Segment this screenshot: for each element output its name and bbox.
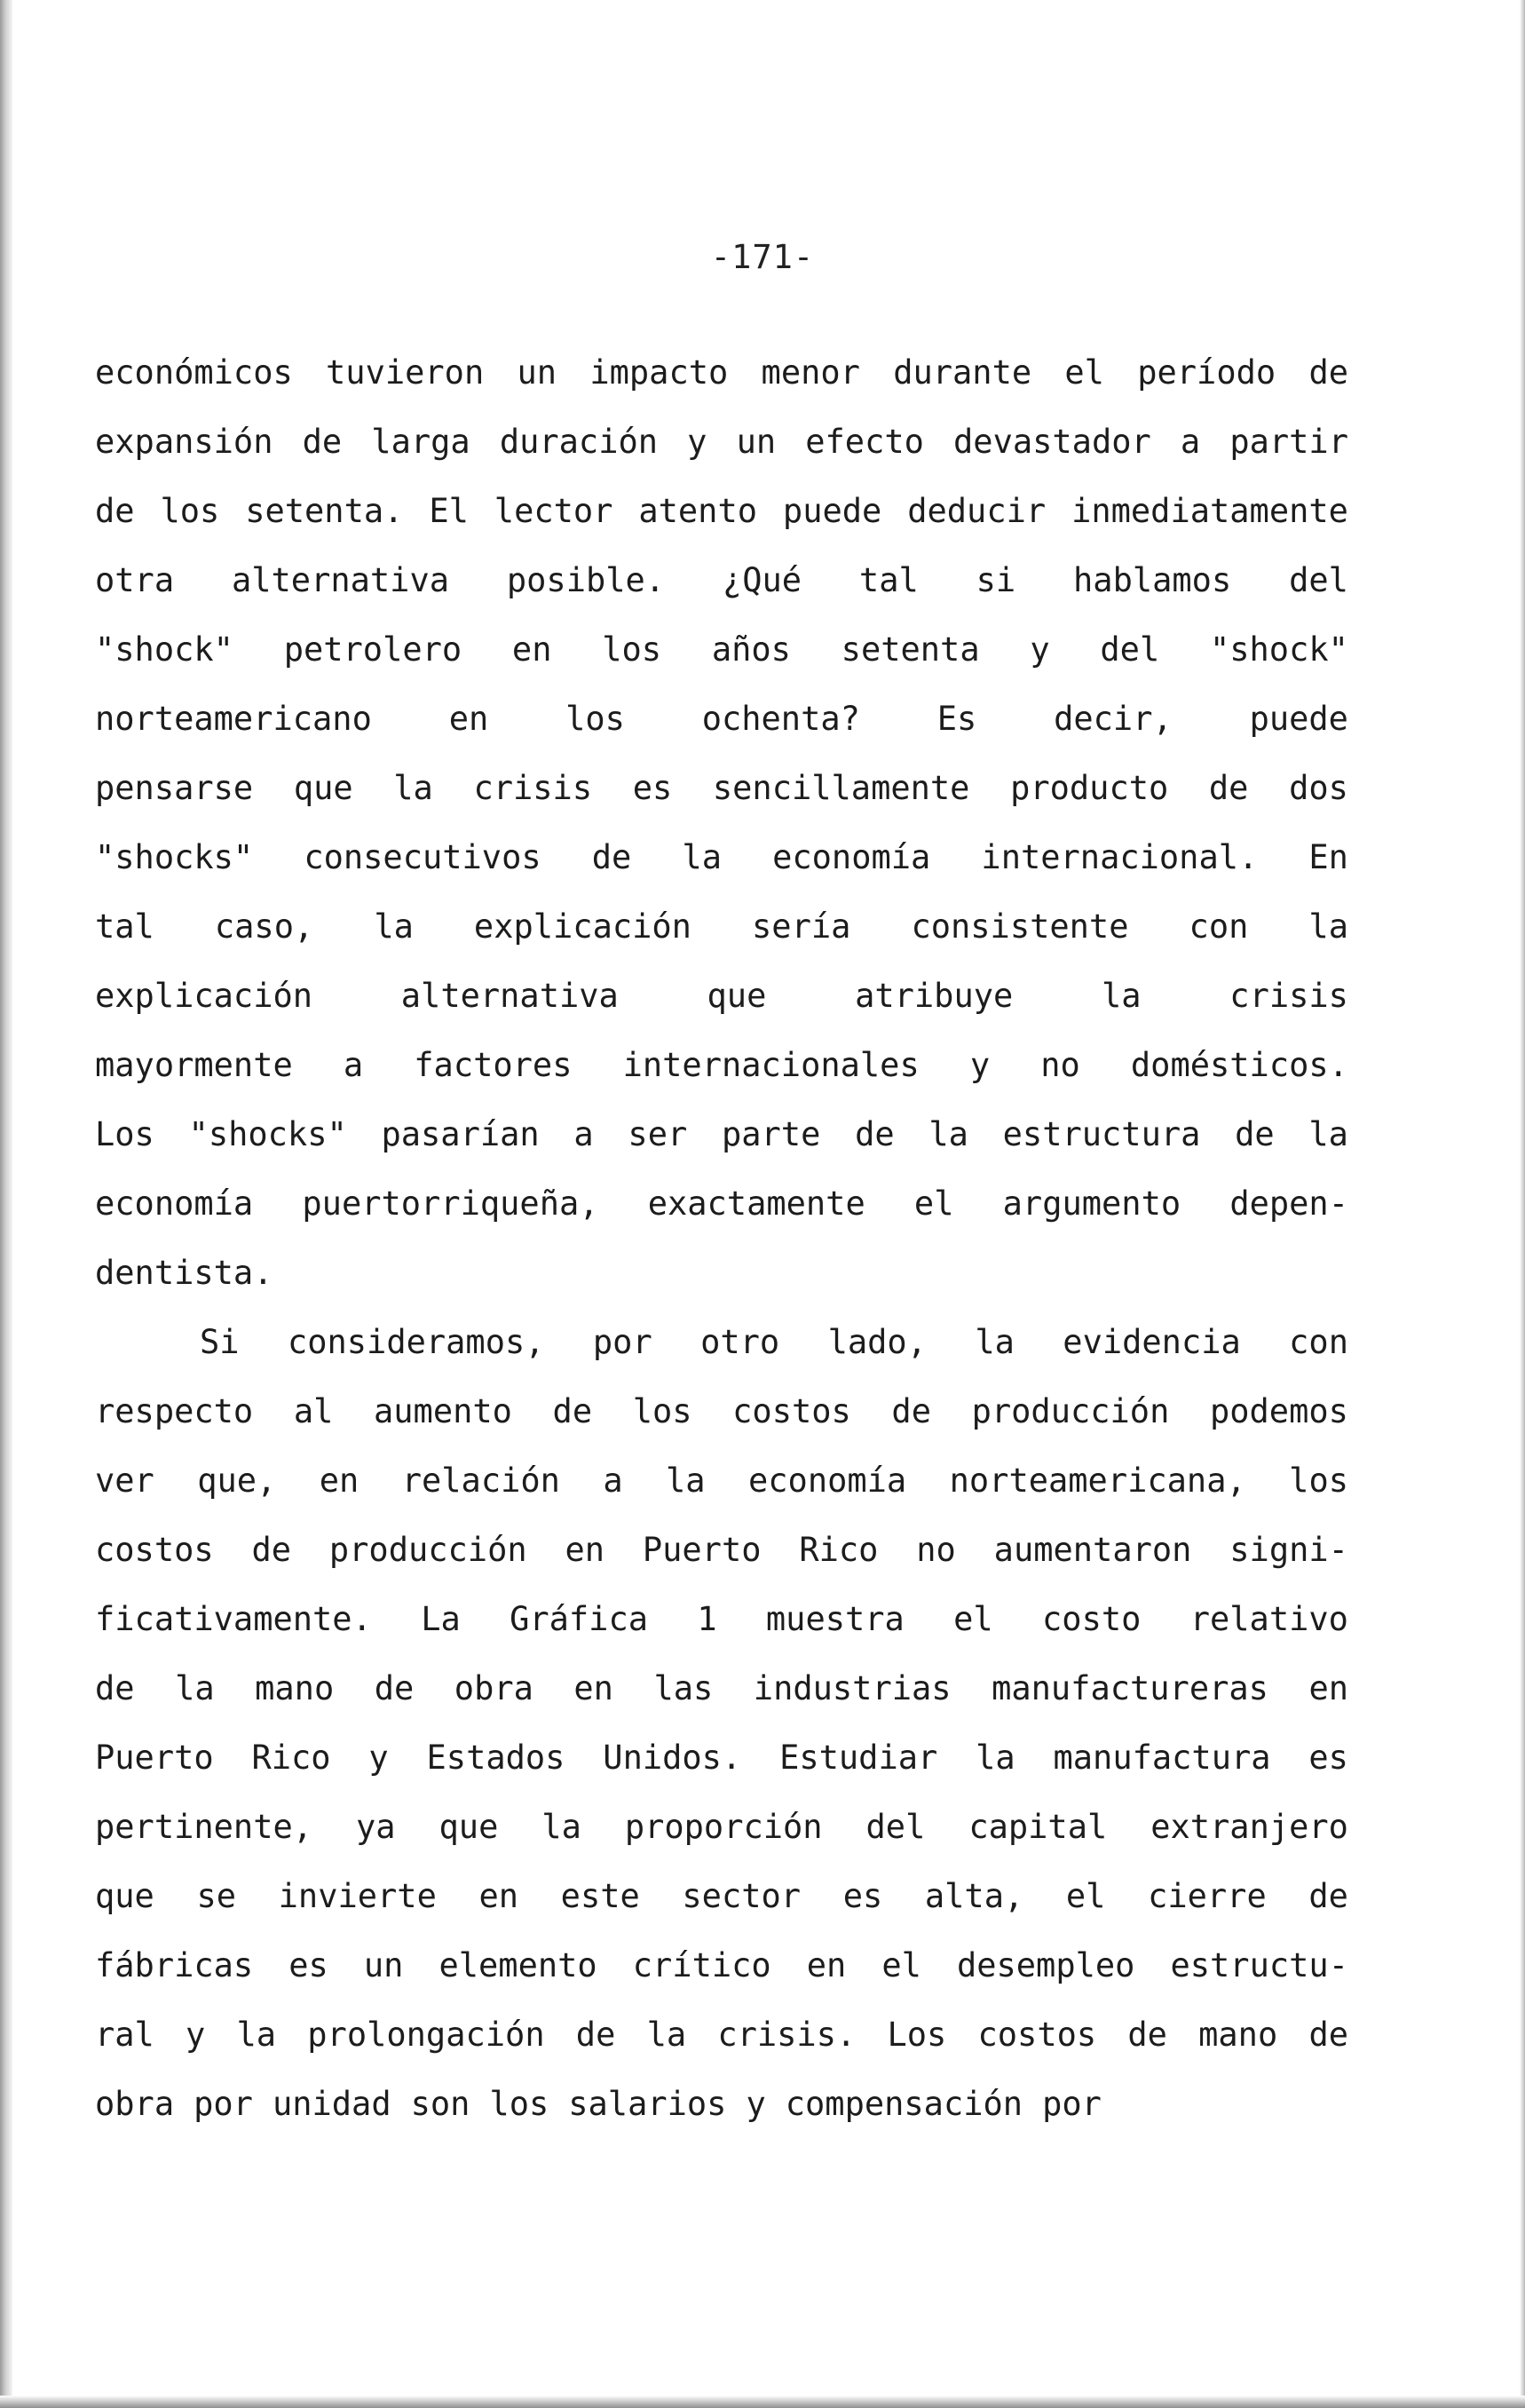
- word: ya: [356, 1808, 396, 1846]
- word: estructura: [1002, 1115, 1201, 1153]
- word: Si: [200, 1323, 240, 1361]
- word: económicos: [95, 353, 293, 392]
- word: partir: [1229, 423, 1348, 461]
- word: posible.: [506, 561, 666, 599]
- word: producción: [328, 1531, 527, 1569]
- word: extranjero: [1150, 1808, 1348, 1846]
- word: de: [1308, 1877, 1348, 1915]
- word: los: [565, 700, 625, 738]
- word: aumento: [374, 1392, 512, 1430]
- word: de: [891, 1392, 931, 1430]
- word: dentista.: [95, 1254, 273, 1292]
- word: economía: [748, 1461, 907, 1500]
- word: Gráfica: [510, 1600, 648, 1638]
- word: se: [196, 1877, 237, 1915]
- word: el: [1064, 353, 1104, 392]
- word: proporción: [624, 1808, 823, 1846]
- text-line: [95, 554, 1348, 623]
- word: dos: [1289, 769, 1348, 807]
- word: el: [953, 1600, 993, 1638]
- word: pasarían: [381, 1115, 540, 1153]
- word: argumento: [1002, 1184, 1181, 1223]
- text-line: [95, 1316, 1348, 1385]
- word: setenta: [841, 630, 980, 669]
- paragraph: [95, 1316, 1348, 2147]
- word: explicación: [95, 977, 313, 1015]
- scan-edge-left: [0, 0, 12, 2408]
- word: atento: [638, 492, 758, 530]
- word: es: [842, 1877, 883, 1915]
- word: 1: [697, 1600, 717, 1638]
- word: de: [1308, 353, 1348, 392]
- word: internacional.: [981, 838, 1259, 876]
- word: de: [552, 1392, 593, 1430]
- word: del: [1289, 561, 1348, 599]
- word: domésticos.: [1130, 1046, 1348, 1084]
- word: ¿Qué: [722, 561, 802, 599]
- word: obra: [95, 2085, 175, 2123]
- word: evidencia: [1063, 1323, 1241, 1361]
- word: en: [573, 1669, 613, 1707]
- word: petrolero: [283, 630, 462, 669]
- word: Los: [95, 1115, 154, 1153]
- word: de: [1308, 2016, 1348, 2054]
- word: un: [517, 353, 557, 392]
- word: y: [969, 1046, 991, 1084]
- word: por: [194, 2085, 253, 2123]
- word: con: [1289, 1323, 1348, 1361]
- word: la: [541, 1808, 581, 1846]
- word: a: [343, 1046, 364, 1084]
- word: capital: [968, 1808, 1108, 1846]
- word: sector: [682, 1877, 802, 1915]
- word: "shock": [1209, 630, 1348, 669]
- word: de: [95, 1669, 135, 1707]
- text-line: [95, 1870, 1348, 1939]
- text-line: [95, 900, 1348, 970]
- word: a: [1180, 423, 1201, 461]
- word: caso,: [214, 907, 314, 946]
- word: parte: [721, 1115, 821, 1153]
- word: y: [186, 2016, 206, 2054]
- word: crisis: [1229, 977, 1348, 1015]
- word: al: [293, 1392, 334, 1430]
- word: del: [865, 1808, 926, 1846]
- word: que: [95, 1877, 154, 1915]
- word: un: [736, 423, 777, 461]
- word: que: [707, 977, 767, 1015]
- word: pensarse: [95, 769, 254, 807]
- word: exactamente: [647, 1184, 865, 1223]
- word: crisis: [473, 769, 593, 807]
- word: en: [448, 700, 489, 738]
- word: es: [1308, 1739, 1348, 1777]
- word: Unidos.: [603, 1739, 742, 1777]
- word: compensación: [785, 2085, 1023, 2123]
- word: Estados: [426, 1739, 565, 1777]
- word: de: [1235, 1115, 1275, 1153]
- word: Puerto: [642, 1531, 762, 1569]
- word: los: [632, 1392, 692, 1430]
- word: larga: [371, 423, 470, 461]
- word: que: [439, 1808, 499, 1846]
- word: manufactura: [1053, 1739, 1271, 1777]
- word: la: [928, 1115, 968, 1153]
- word: elemento: [439, 1946, 597, 1984]
- text-line: [95, 1108, 1348, 1177]
- word: de: [855, 1115, 895, 1153]
- word: En: [1308, 838, 1348, 876]
- word: Rico: [799, 1531, 879, 1569]
- word: no: [1040, 1046, 1080, 1084]
- word: a: [573, 1115, 594, 1153]
- word: puede: [1249, 700, 1348, 738]
- text-line: [95, 1939, 1348, 2008]
- word: expansión: [95, 423, 273, 461]
- word: norteamericano: [95, 700, 372, 738]
- word: depen-: [1229, 1184, 1348, 1223]
- word: por: [1042, 2085, 1102, 2123]
- word: deducir: [907, 492, 1047, 530]
- word: de: [1127, 2016, 1167, 2054]
- word: crisis.: [717, 2016, 857, 2054]
- word: industrias: [753, 1669, 952, 1707]
- text-line: [95, 1662, 1348, 1731]
- word: invierte: [278, 1877, 437, 1915]
- word: alta,: [924, 1877, 1024, 1915]
- word: economía: [772, 838, 931, 876]
- word: consecutivos: [304, 838, 541, 876]
- word: el: [881, 1946, 921, 1984]
- text-line: [95, 485, 1348, 554]
- word: ficativamente.: [95, 1600, 372, 1638]
- word: por: [592, 1323, 652, 1361]
- text-line: [95, 1801, 1348, 1870]
- word: la: [1102, 977, 1142, 1015]
- word: impacto: [589, 353, 729, 392]
- word: en: [565, 1531, 605, 1569]
- text-line: [95, 623, 1348, 693]
- word: en: [1308, 1669, 1348, 1707]
- word: costos: [977, 2016, 1097, 2054]
- word: del: [1100, 630, 1160, 669]
- word: la: [393, 769, 433, 807]
- word: tal: [858, 561, 919, 599]
- word: Estudiar: [779, 1739, 938, 1777]
- word: período: [1137, 353, 1276, 392]
- text-line: [95, 693, 1348, 762]
- word: atribuye: [855, 977, 1014, 1015]
- word: de: [1208, 769, 1249, 807]
- word: la: [646, 2016, 687, 2054]
- word: El: [429, 492, 469, 530]
- text-line: [95, 2078, 1348, 2147]
- word: devastador: [953, 423, 1151, 461]
- word: "shock": [95, 630, 233, 669]
- word: lector: [494, 492, 613, 530]
- word: tal: [95, 907, 154, 946]
- paragraph: [95, 346, 1348, 1316]
- word: este: [560, 1877, 640, 1915]
- word: desempleo: [956, 1946, 1135, 1984]
- word: que: [293, 769, 353, 807]
- word: de: [575, 2016, 616, 2054]
- word: duración: [499, 423, 659, 461]
- word: Rico: [251, 1739, 331, 1777]
- word: aumentaron: [993, 1531, 1192, 1569]
- word: en: [319, 1461, 360, 1500]
- word: "shocks": [95, 838, 254, 876]
- word: costos: [95, 1531, 214, 1569]
- word: a: [603, 1461, 623, 1500]
- word: producto: [1010, 769, 1169, 807]
- word: ver: [95, 1461, 154, 1500]
- word: puertorriqueña,: [302, 1184, 599, 1223]
- word: sería: [752, 907, 851, 946]
- word: y: [368, 1739, 389, 1777]
- word: Los: [887, 2016, 947, 2054]
- word: otra: [95, 561, 175, 599]
- word: los: [489, 2085, 549, 2123]
- word: factores: [414, 1046, 573, 1084]
- word: de: [374, 1669, 415, 1707]
- word: crítico: [632, 1946, 771, 1984]
- word: la: [666, 1461, 706, 1500]
- word: hablamos: [1073, 561, 1232, 599]
- word: mano: [1198, 2016, 1278, 2054]
- word: menor: [761, 353, 860, 392]
- word: consistente: [911, 907, 1129, 946]
- word: unidad: [272, 2085, 391, 2123]
- word: es: [288, 1946, 328, 1984]
- word: los: [602, 630, 662, 669]
- word: la: [975, 1323, 1015, 1361]
- text-line: [95, 831, 1348, 900]
- text-line: [95, 1177, 1348, 1247]
- word: los: [1289, 1461, 1348, 1500]
- text-line: [95, 1593, 1348, 1662]
- word: "shocks": [188, 1115, 347, 1153]
- page-number: -171-: [710, 238, 815, 276]
- word: la: [682, 838, 722, 876]
- word: alternativa: [231, 561, 450, 599]
- word: consideramos,: [287, 1323, 545, 1361]
- word: mano: [255, 1669, 335, 1707]
- word: lado,: [827, 1323, 927, 1361]
- word: setenta.: [245, 492, 404, 530]
- word: con: [1189, 907, 1249, 946]
- word: efecto: [805, 423, 924, 461]
- text-line: [95, 1454, 1348, 1524]
- word: otro: [700, 1323, 780, 1361]
- word: años: [711, 630, 791, 669]
- word: la: [1308, 907, 1348, 946]
- word: son: [410, 2085, 470, 2123]
- word: inmediatamente: [1071, 492, 1348, 530]
- word: alternativa: [400, 977, 619, 1015]
- word: decir,: [1054, 700, 1173, 738]
- word: la: [1308, 1115, 1348, 1153]
- word: la: [236, 2016, 277, 2054]
- text-line: [95, 1247, 1348, 1316]
- word: de: [591, 838, 632, 876]
- word: cierre: [1148, 1877, 1267, 1915]
- word: costos: [732, 1392, 851, 1430]
- word: Es: [936, 700, 977, 738]
- word: sencillamente: [712, 769, 970, 807]
- word: costo: [1042, 1600, 1142, 1638]
- word: no: [916, 1531, 956, 1569]
- text-line: [95, 762, 1348, 831]
- word: en: [478, 1877, 519, 1915]
- word: la: [175, 1669, 215, 1707]
- word: prolongación: [307, 2016, 545, 2054]
- word: manufactureras: [992, 1669, 1268, 1707]
- word: los: [160, 492, 220, 530]
- word: en: [806, 1946, 847, 1984]
- word: durante: [893, 353, 1032, 392]
- word: ser: [628, 1115, 688, 1153]
- text-line: [95, 1385, 1348, 1454]
- word: el: [1065, 1877, 1106, 1915]
- word: y: [1030, 630, 1050, 669]
- word: tuvieron: [326, 353, 485, 392]
- scan-edge-right: [1520, 0, 1525, 2408]
- word: la: [976, 1739, 1015, 1777]
- body-text: [95, 346, 1348, 2147]
- word: y: [687, 423, 707, 461]
- scan-edge-bottom: [0, 2396, 1525, 2408]
- text-line: [95, 1039, 1348, 1108]
- word: estructu-: [1170, 1946, 1348, 1984]
- word: fábricas: [95, 1946, 254, 1984]
- word: si: [976, 561, 1016, 599]
- text-line: [95, 1524, 1348, 1593]
- word: economía: [95, 1184, 254, 1223]
- word: pertinente,: [95, 1808, 313, 1846]
- word: de: [95, 492, 135, 530]
- word: norteamericana,: [949, 1461, 1246, 1500]
- word: un: [363, 1946, 404, 1984]
- word: ral: [95, 2016, 154, 2054]
- word: es: [632, 769, 673, 807]
- text-line: [95, 346, 1348, 416]
- word: respecto: [95, 1392, 254, 1430]
- word: obra: [454, 1669, 533, 1707]
- word: salarios: [568, 2085, 727, 2123]
- word: podemos: [1209, 1392, 1348, 1430]
- word: mayormente: [95, 1046, 293, 1084]
- word: Puerto: [95, 1739, 214, 1777]
- word: el: [913, 1184, 954, 1223]
- word: las: [653, 1669, 714, 1707]
- word: de: [251, 1531, 292, 1569]
- text-line: [95, 2008, 1348, 2078]
- text-line: [95, 1731, 1348, 1801]
- word: internacionales: [622, 1046, 920, 1084]
- word: y: [746, 2085, 766, 2123]
- word: La: [421, 1600, 461, 1638]
- word: que,: [197, 1461, 277, 1500]
- word: puede: [782, 492, 882, 530]
- word: ochenta?: [701, 700, 860, 738]
- word: de: [302, 423, 343, 461]
- word: muestra: [765, 1600, 905, 1638]
- word: signi-: [1229, 1531, 1348, 1569]
- word: producción: [971, 1392, 1170, 1430]
- text-line: [95, 416, 1348, 485]
- word: la: [374, 907, 414, 946]
- word: explicación: [473, 907, 691, 946]
- word: relativo: [1189, 1600, 1348, 1638]
- word: relación: [401, 1461, 560, 1500]
- text-line: [95, 970, 1348, 1039]
- word: en: [511, 630, 552, 669]
